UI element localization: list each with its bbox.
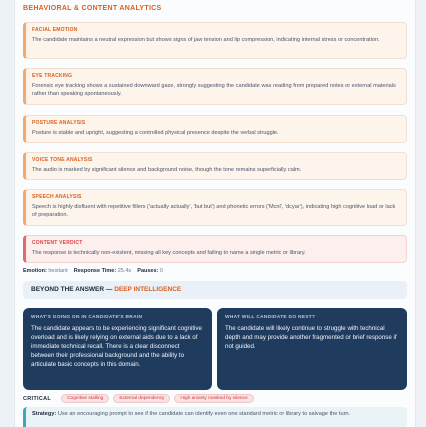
card-label: POSTURE ANALYSIS [32, 120, 86, 126]
card-label: SPEECH ANALYSIS [32, 194, 82, 200]
stats-row [23, 268, 163, 274]
posture-analysis-card [23, 115, 407, 143]
beyond-prefix: BEYOND THE ANSWER — [31, 286, 115, 293]
risk-tag: High anxiety masked by silence [174, 394, 253, 403]
card-label: VOICE TONE ANALYSIS [32, 157, 93, 163]
section-title: BEHAVIORAL & CONTENT ANALYTICS [23, 5, 162, 12]
speech-analysis-card [23, 189, 407, 226]
eye-tracking-card [23, 68, 407, 105]
card-text: Forensic eye tracking shows a sustained downward gaze, strongly suggesting the candidate was reading from prepared notes or external materials rather than speaking spontaneously. [32, 83, 396, 97]
card-text: Speech is highly disfluent with repetitive fillers ('actually actually', 'but but') and phonetic errors ('Mcnl', 'dcyar'), indicating high cognitive load or lack of preparation. [32, 204, 396, 218]
brain-label: WHAT'S GOING ON IN CANDIDATE'S BRAIN [31, 315, 143, 320]
risk-tag: External dependency [113, 394, 170, 403]
response-time-label: Response Time: [73, 268, 117, 274]
next-text: The candidate will likely continue to struggle with technical depth and may provide another fragmented or brief response if not guided. [225, 325, 397, 350]
risk-tags-row [23, 394, 254, 403]
card-label: CONTENT VERDICT [32, 240, 83, 246]
candidate-next-card [217, 308, 407, 390]
risk-tag: Cognitive stalling [61, 394, 109, 403]
risk-level: CRITICAL [23, 395, 52, 402]
response-time-value: 25.4s [117, 268, 132, 274]
card-label: FACIAL EMOTION [32, 27, 78, 33]
brain-text: The candidate appears to be experiencing significant cognitive overload and is likely relying on external aids due to a lack of immediate technical recall. There is a clear disconnect between their professional background and the ability to articulate basic concepts in this domain. [31, 325, 202, 368]
content-verdict-card [23, 235, 407, 263]
card-text: The candidate maintains a neutral expression but shows signs of jaw tension and lip compression, indicating internal stress or concentration. [32, 37, 380, 43]
pauses-label: Pauses: [137, 268, 159, 274]
strategy-label: Strategy: [32, 411, 57, 417]
strategy-box [23, 407, 407, 427]
candidate-brain-card [23, 308, 212, 390]
emotion-value: hesitant [48, 268, 68, 274]
beyond-the-answer-header [23, 281, 407, 299]
card-label: EYE TRACKING [32, 73, 73, 79]
voice-tone-card [23, 152, 407, 180]
card-text: The audio is marked by significant silence and background noise, though the tone remains superficially calm. [32, 167, 302, 173]
facial-emotion-card [23, 22, 407, 59]
card-text: Posture is stable and upright, suggesting a controlled physical presence despite the verbal struggle. [32, 130, 279, 136]
emotion-label: Emotion: [23, 268, 47, 274]
strategy-text: Use an encouraging prompt to see if the candidate can identify even one standard metric or library to salvage the turn. [57, 411, 351, 417]
pauses-value: 0 [159, 268, 163, 274]
card-text: The response is technically non-existent, missing all key concepts and failing to name a single metric or library. [32, 250, 306, 256]
analytics-panel [14, 0, 416, 427]
beyond-accent: DEEP INTELLIGENCE [114, 286, 182, 293]
next-label: WHAT WILL CANDIDATE DO NEXT? [225, 315, 316, 320]
